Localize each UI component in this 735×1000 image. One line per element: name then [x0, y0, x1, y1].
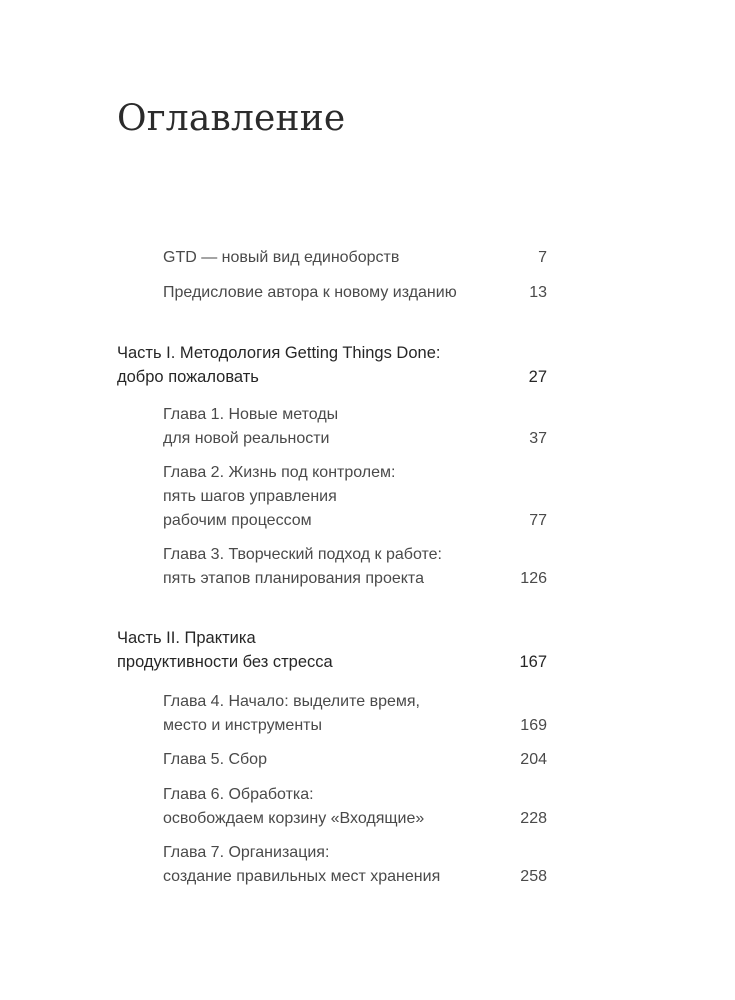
toc-entry-title: Глава 5. Сбор: [163, 751, 267, 768]
toc-entry-title: Глава 1. Новые методы для новой реальности: [163, 406, 339, 447]
toc-entry-title: GTD — новый вид единоборств: [163, 249, 400, 266]
toc-page-number: 126: [520, 570, 547, 587]
toc-page-number: 167: [519, 653, 547, 671]
toc-entry-chapter-7[interactable]: [163, 841, 547, 889]
toc-page-number: 77: [529, 512, 547, 529]
toc-page-number: 27: [528, 368, 547, 386]
toc-entry-chapter-1[interactable]: [163, 403, 547, 451]
toc-page-number: 258: [520, 868, 547, 885]
toc-page-number: 7: [538, 249, 547, 266]
toc-entry-author-preface[interactable]: [163, 281, 547, 305]
toc-entry-gtd-intro[interactable]: [163, 246, 547, 270]
toc-entry-title: Глава 3. Творческий подход к работе: пять этапов планирования проекта: [163, 546, 442, 587]
toc-entry-title: Глава 7. Организация: создание правильных мест хранения: [163, 844, 441, 885]
toc-page-number: 169: [520, 717, 547, 734]
toc-part-title: Часть I. Методология Getting Things Done: добро пожаловать: [117, 344, 441, 386]
toc-page-number: 13: [529, 284, 547, 301]
toc-entry-chapter-3[interactable]: [163, 543, 547, 591]
toc-part-title: Часть II. Практика продуктивности без стресса: [117, 629, 333, 671]
page-title: Оглавление: [117, 98, 346, 139]
toc-entry-chapter-4[interactable]: [163, 690, 547, 738]
toc-entry-title: Глава 2. Жизнь под контролем: пять шагов управления рабочим процессом: [163, 464, 396, 529]
toc-part-2[interactable]: [117, 626, 547, 674]
toc-page-number: 228: [520, 810, 547, 827]
toc-entry-title: Предисловие автора к новому изданию: [163, 284, 457, 301]
toc-part-1[interactable]: [117, 341, 547, 389]
toc-entry-chapter-2[interactable]: [163, 461, 547, 533]
toc-entry-chapter-5[interactable]: [163, 748, 547, 772]
toc-page-number: 37: [529, 430, 547, 447]
toc-entry-title: Глава 6. Обработка: освобождаем корзину «Входящие»: [163, 786, 425, 827]
toc-entry-chapter-6[interactable]: [163, 783, 547, 831]
toc-page-number: 204: [520, 751, 547, 768]
toc-entry-title: Глава 4. Начало: выделите время, место и инструменты: [163, 693, 420, 734]
